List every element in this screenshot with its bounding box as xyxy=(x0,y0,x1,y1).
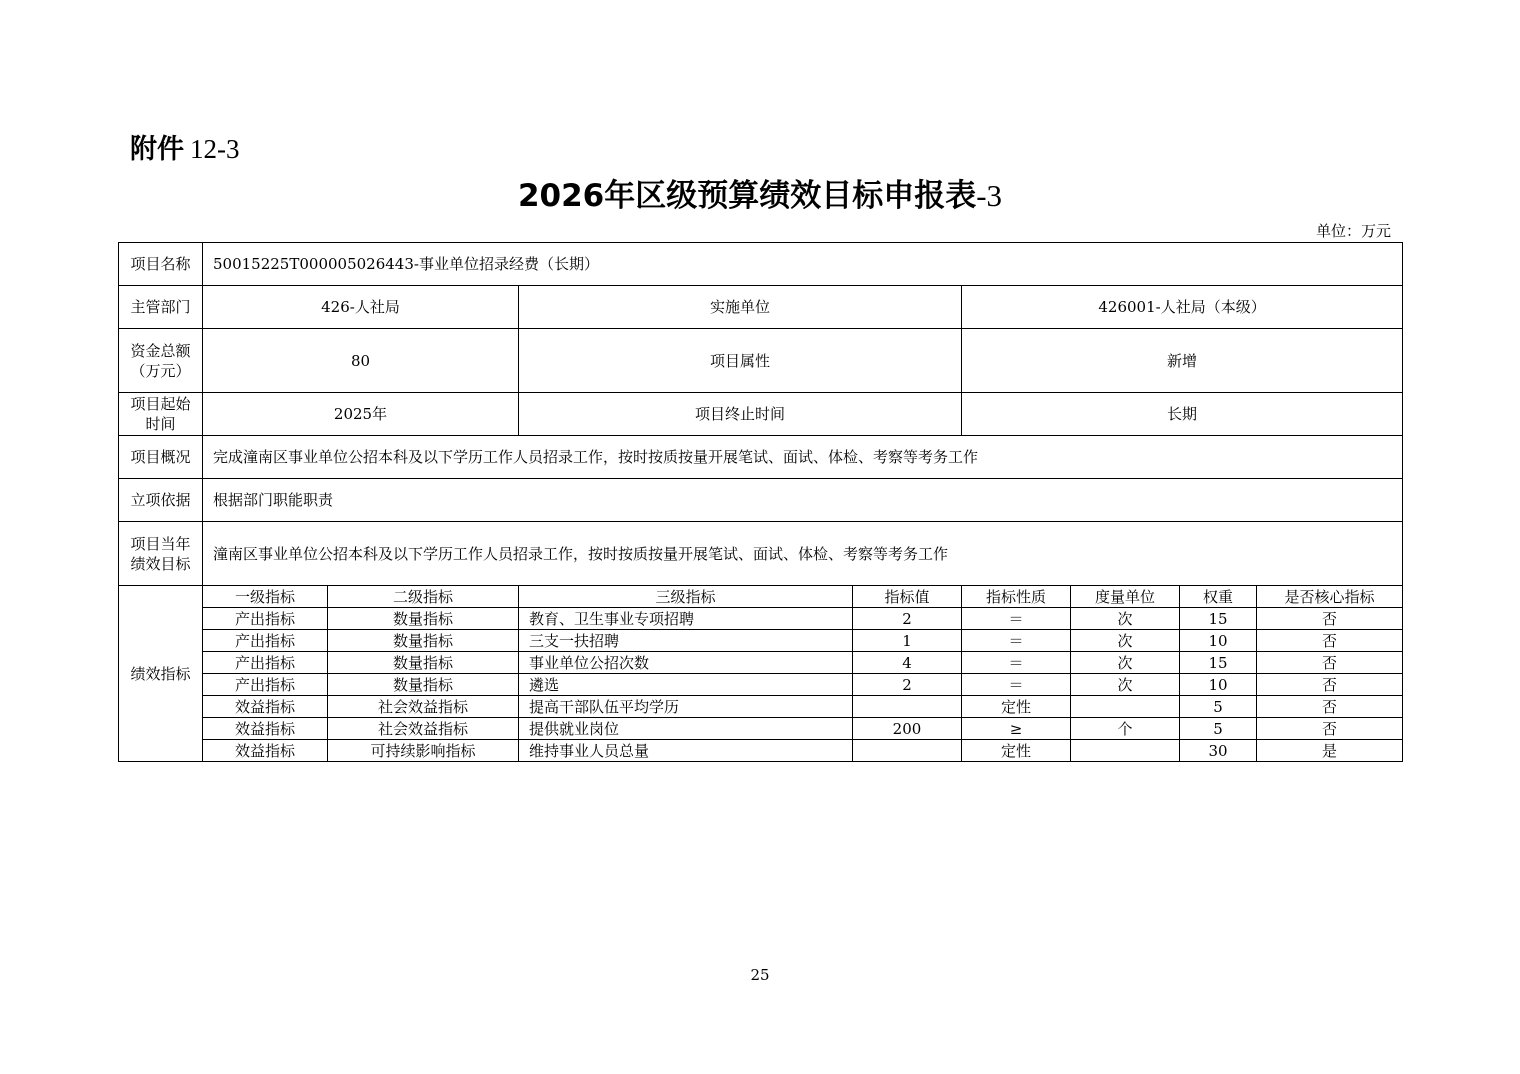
value-cell: 1 xyxy=(853,630,962,652)
table-row xyxy=(119,674,1403,696)
row-goal xyxy=(119,522,1403,586)
level1-cell: 效益指标 xyxy=(203,718,328,740)
header-nature: 指标性质 xyxy=(962,586,1071,608)
level2-cell: 数量指标 xyxy=(328,608,519,630)
start-value: 2025年 xyxy=(203,393,519,436)
row-project-name xyxy=(119,243,1403,286)
weight-cell: 15 xyxy=(1180,608,1257,630)
level2-cell: 数量指标 xyxy=(328,674,519,696)
core-cell: 否 xyxy=(1257,696,1403,718)
level1-cell: 产出指标 xyxy=(203,652,328,674)
weight-cell: 10 xyxy=(1180,674,1257,696)
basis-label: 立项依据 xyxy=(119,479,203,522)
table-row xyxy=(119,608,1403,630)
unit-cell: 次 xyxy=(1071,674,1180,696)
performance-form-table xyxy=(118,242,1403,762)
core-cell: 否 xyxy=(1257,630,1403,652)
weight-cell: 5 xyxy=(1180,696,1257,718)
row-overview xyxy=(119,436,1403,479)
title-main: 2026年区级预算绩效目标申报表 xyxy=(517,178,977,214)
level3-cell: 提高干部队伍平均学历 xyxy=(519,696,853,718)
end-label: 项目终止时间 xyxy=(519,393,962,436)
weight-cell: 15 xyxy=(1180,652,1257,674)
core-cell: 否 xyxy=(1257,608,1403,630)
unit-label: 单位：万元 xyxy=(1315,222,1391,240)
indicator-header-row xyxy=(119,586,1403,608)
project-name-label: 项目名称 xyxy=(119,243,203,286)
nature-cell: ＝ xyxy=(962,674,1071,696)
dept-value: 426-人社局 xyxy=(203,286,519,329)
value-cell: 2 xyxy=(853,674,962,696)
start-label: 项目起始时间 xyxy=(119,393,203,436)
level2-cell: 数量指标 xyxy=(328,630,519,652)
nature-cell: ＝ xyxy=(962,630,1071,652)
impl-label: 实施单位 xyxy=(519,286,962,329)
header-core: 是否核心指标 xyxy=(1257,586,1403,608)
attachment-label xyxy=(130,131,240,168)
page-title xyxy=(0,175,1520,217)
level1-cell: 产出指标 xyxy=(203,608,328,630)
core-cell: 否 xyxy=(1257,718,1403,740)
impl-value: 426001-人社局（本级） xyxy=(962,286,1403,329)
indicators-label: 绩效指标 xyxy=(119,586,203,762)
value-cell: 200 xyxy=(853,718,962,740)
level2-cell: 数量指标 xyxy=(328,652,519,674)
level1-cell: 产出指标 xyxy=(203,674,328,696)
header-value: 指标值 xyxy=(853,586,962,608)
unit-cell: 次 xyxy=(1071,608,1180,630)
goal-label: 项目当年绩效目标 xyxy=(119,522,203,586)
row-basis xyxy=(119,479,1403,522)
level2-cell: 可持续影响指标 xyxy=(328,740,519,762)
project-name-value: 50015225T000005026443-事业单位招录经费（长期） xyxy=(203,243,1403,286)
attachment-text: 附件 xyxy=(130,134,184,165)
nature-cell: ＝ xyxy=(962,608,1071,630)
header-level1: 一级指标 xyxy=(203,586,328,608)
overview-label: 项目概况 xyxy=(119,436,203,479)
row-period xyxy=(119,393,1403,436)
level3-cell: 遴选 xyxy=(519,674,853,696)
goal-value: 潼南区事业单位公招本科及以下学历工作人员招录工作，按时按质按量开展笔试、面试、体检、考察等考务工作 xyxy=(203,522,1403,586)
table-row xyxy=(119,630,1403,652)
header-weight: 权重 xyxy=(1180,586,1257,608)
attr-value: 新增 xyxy=(962,329,1403,393)
header-level2: 二级指标 xyxy=(328,586,519,608)
page-number: 25 xyxy=(750,966,770,984)
funds-label: 资金总额（万元） xyxy=(119,329,203,393)
level3-cell: 事业单位公招次数 xyxy=(519,652,853,674)
level3-cell: 维持事业人员总量 xyxy=(519,740,853,762)
level3-cell: 教育、卫生事业专项招聘 xyxy=(519,608,853,630)
value-cell xyxy=(853,740,962,762)
level3-cell: 三支一扶招聘 xyxy=(519,630,853,652)
header-unit: 度量单位 xyxy=(1071,586,1180,608)
level1-cell: 效益指标 xyxy=(203,696,328,718)
table-row xyxy=(119,718,1403,740)
header-level3: 三级指标 xyxy=(519,586,853,608)
funds-value: 80 xyxy=(203,329,519,393)
weight-cell: 5 xyxy=(1180,718,1257,740)
weight-cell: 10 xyxy=(1180,630,1257,652)
unit-cell xyxy=(1071,696,1180,718)
row-funds xyxy=(119,329,1403,393)
attachment-number: 12-3 xyxy=(190,134,240,164)
row-dept xyxy=(119,286,1403,329)
level1-cell: 效益指标 xyxy=(203,740,328,762)
level2-cell: 社会效益指标 xyxy=(328,718,519,740)
core-cell: 是 xyxy=(1257,740,1403,762)
core-cell: 否 xyxy=(1257,674,1403,696)
core-cell: 否 xyxy=(1257,652,1403,674)
table-row xyxy=(119,652,1403,674)
value-cell: 2 xyxy=(853,608,962,630)
nature-cell: 定性 xyxy=(962,740,1071,762)
basis-value: 根据部门职能职责 xyxy=(203,479,1403,522)
weight-cell: 30 xyxy=(1180,740,1257,762)
unit-cell xyxy=(1071,740,1180,762)
table-row xyxy=(119,740,1403,762)
value-cell xyxy=(853,696,962,718)
nature-cell: ≥ xyxy=(962,718,1071,740)
level3-cell: 提供就业岗位 xyxy=(519,718,853,740)
value-cell: 4 xyxy=(853,652,962,674)
unit-cell: 次 xyxy=(1071,630,1180,652)
dept-label: 主管部门 xyxy=(119,286,203,329)
level1-cell: 产出指标 xyxy=(203,630,328,652)
overview-value: 完成潼南区事业单位公招本科及以下学历工作人员招录工作，按时按质按量开展笔试、面试、体检、考察等考务工作 xyxy=(203,436,1403,479)
attr-label: 项目属性 xyxy=(519,329,962,393)
end-value: 长期 xyxy=(962,393,1403,436)
nature-cell: ＝ xyxy=(962,652,1071,674)
level2-cell: 社会效益指标 xyxy=(328,696,519,718)
unit-cell: 次 xyxy=(1071,652,1180,674)
nature-cell: 定性 xyxy=(962,696,1071,718)
unit-cell: 个 xyxy=(1071,718,1180,740)
title-suffix: -3 xyxy=(976,178,1003,213)
table-row xyxy=(119,696,1403,718)
